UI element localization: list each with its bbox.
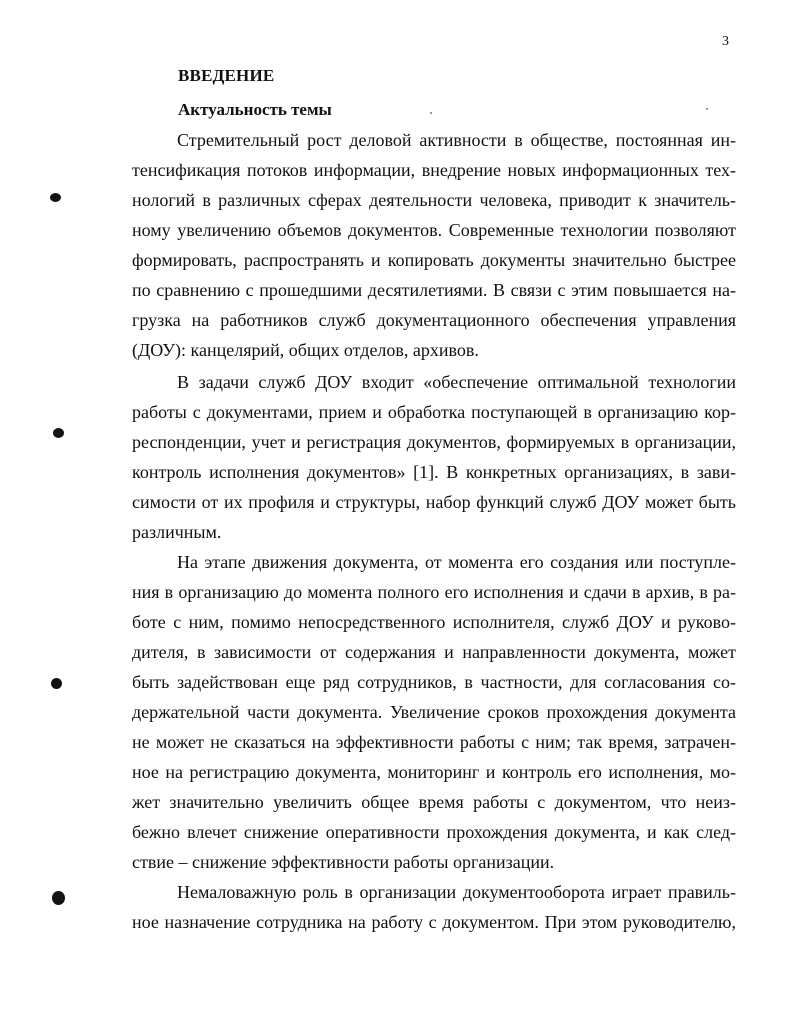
text-line: держательной части документа. Увеличение сроков прохождения документа	[132, 702, 736, 722]
binding-hole-mark	[51, 678, 62, 689]
section-heading: ВВЕДЕНИЕ	[178, 66, 275, 85]
binding-hole-mark	[50, 193, 61, 202]
text-line: тенсификация потоков информации, внедрение новых информационных тех-	[132, 160, 736, 180]
paragraph-2	[132, 367, 736, 547]
text-line: не может не сказаться на эффективности работы с ним; так время, затрачен-	[132, 732, 736, 752]
text-line: боте с ним, помимо непосредственного исполнителя, служб ДОУ и руково-	[132, 612, 736, 632]
text-line: ному увеличению объемов документов. Современные технологии позволяют	[132, 220, 736, 240]
binding-hole-mark	[52, 891, 65, 905]
text-line: жет значительно увеличить общее время работы с документом, что неиз-	[132, 792, 736, 812]
text-line: ния в организацию до момента полного его исполнения и сдачи в архив, в ра-	[132, 582, 736, 602]
page-number: 3	[722, 34, 729, 49]
text-line: дителя, в зависимости от содержания и направленности документа, может	[132, 642, 736, 662]
paragraph-4	[132, 877, 736, 937]
text-line: респонденции, учет и регистрация документов, формируемых в организации,	[132, 432, 736, 452]
text-line: На этапе движения документа, от момента его создания или поступле-	[177, 552, 736, 572]
text-line: контроль исполнения документов» [1]. В конкретных организациях, в зави-	[132, 462, 736, 482]
text-line: (ДОУ): канцелярий, общих отделов, архивов.	[132, 340, 479, 360]
text-line: бежно влечет снижение оперативности прохождения документа, и как след-	[132, 822, 736, 842]
section-subheading: Актуальность темы	[178, 100, 332, 119]
text-line: работы с документами, прием и обработка поступающей в организацию кор-	[132, 402, 736, 422]
paragraph-1	[132, 125, 736, 365]
text-line: по сравнению с прошедшими десятилетиями. В связи с этим повышается на-	[132, 280, 736, 300]
text-line: ное на регистрацию документа, мониторинг и контроль его исполнения, мо-	[132, 762, 736, 782]
text-line: быть задействован еще ряд сотрудников, в частности, для согласования со-	[132, 672, 736, 692]
text-line: формировать, распространять и копировать документы значительно быстрее	[132, 250, 736, 270]
text-line: ное назначение сотрудника на работу с документом. При этом руководителю,	[132, 912, 736, 932]
text-line: В задачи служб ДОУ входит «обеспечение оптимальной технологии	[177, 372, 736, 392]
text-line: грузка на работников служб документационного обеспечения управления	[132, 310, 736, 330]
text-line: Немаловажную роль в организации документооборота играет правиль-	[177, 882, 736, 902]
text-line: различным.	[132, 522, 222, 542]
paragraph-3	[132, 547, 736, 877]
scan-speck	[430, 112, 432, 114]
text-line: нологий в различных сферах деятельности человека, приводит к значитель-	[132, 190, 736, 210]
text-line: Стремительный рост деловой активности в обществе, постоянная ин-	[177, 130, 736, 150]
text-line: симости от их профиля и структуры, набор функций служб ДОУ может быть	[132, 492, 736, 512]
scan-speck	[706, 108, 708, 110]
text-line: ствие – снижение эффективности работы организации.	[132, 852, 555, 872]
binding-hole-mark	[53, 428, 64, 438]
